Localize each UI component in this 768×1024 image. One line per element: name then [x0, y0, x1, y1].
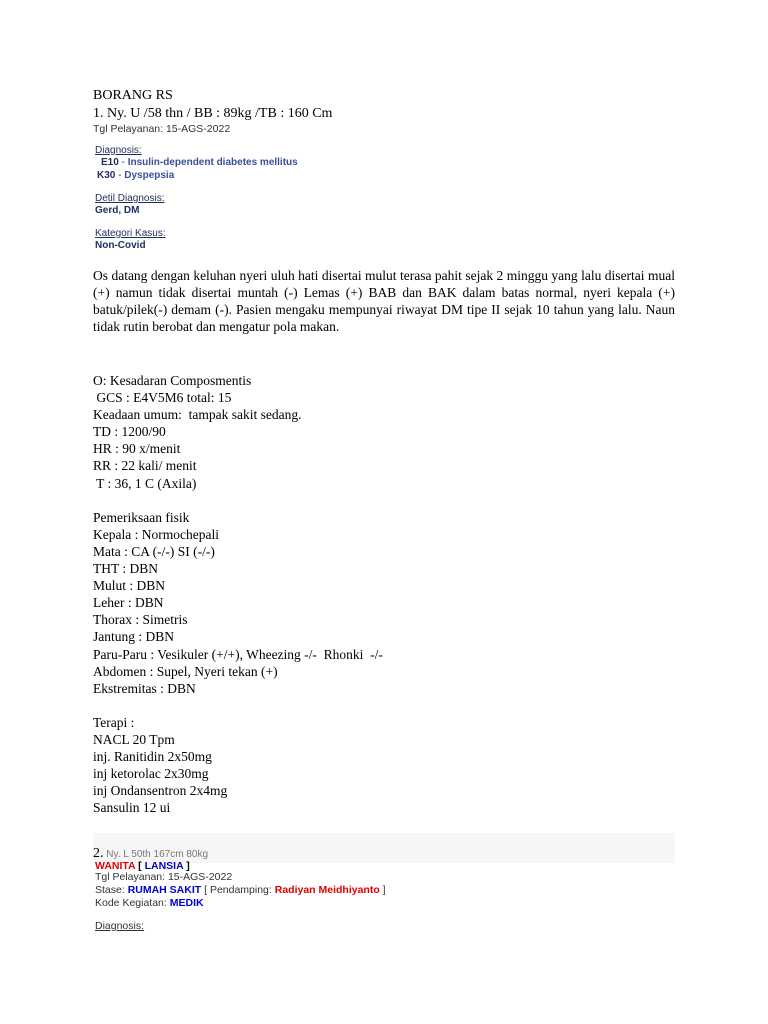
objective-line: Jantung : DBN: [93, 629, 174, 645]
patient-2-category: WANITA [ LANSIA ]: [95, 860, 190, 872]
patient-2-diagnosis-label: Diagnosis:: [95, 920, 145, 932]
objective-line: GCS : E4V5M6 total: 15: [93, 390, 232, 406]
detil-diagnosis-value: Gerd, DM: [95, 205, 140, 216]
document-title: BORANG RS: [93, 88, 173, 103]
diagnosis-code: K30: [97, 170, 116, 181]
objective-line: Sansulin 12 ui: [93, 800, 171, 816]
patient-1-line: 1. Ny. U /58 thn / BB : 89kg /TB : 160 Cm: [93, 106, 333, 121]
objective-line: RR : 22 kali/ menit: [93, 458, 197, 474]
gender-tag: WANITA: [95, 860, 136, 872]
blank-line: [93, 492, 383, 509]
objective-line: Abdomen : Supel, Nyeri tekan (+): [93, 663, 278, 679]
detil-diagnosis-label: Detil Diagnosis:: [95, 193, 165, 204]
diagnosis-text: Insulin-dependent diabetes mellitus: [127, 157, 298, 168]
objective-line: inj. Ranitidin 2x50mg: [93, 749, 212, 765]
stase-value: RUMAH SAKIT: [127, 884, 202, 896]
blank-line: [93, 697, 383, 714]
diagnosis-item: K30 - Dyspepsia: [97, 170, 175, 181]
objective-line: Terapi :: [93, 714, 135, 730]
patient-2-kode-kegiatan: Kode Kegiatan: MEDIK: [95, 897, 204, 909]
objective-line: inj Ondansentron 2x4mg: [93, 783, 228, 799]
objective-line: T : 36, 1 C (Axila): [93, 475, 197, 491]
kategori-kasus-value: Non-Covid: [95, 240, 146, 251]
objective-section: [93, 372, 383, 816]
patient-1-service-date: Tgl Pelayanan: 15-AGS-2022: [93, 123, 231, 135]
patient-2-stase: Stase: RUMAH SAKIT [ Pendamping: Radiyan Meidhiyanto ]: [95, 884, 386, 896]
objective-line: Pemeriksaan fisik: [93, 509, 190, 525]
age-group-tag: LANSIA: [144, 860, 184, 872]
diagnosis-code: E10: [101, 157, 119, 168]
objective-line: Leher : DBN: [93, 595, 164, 611]
subjective-paragraph: Os datang dengan keluhan nyeri uluh hati disertai mulut terasa pahit sejak 2 minggu yang lalu disertai mual (+) namun tidak disertai muntah (-) Lemas (+) BAB dan BAK dalam batas normal, nyeri kepala (+) batuk/pilek(-) demam (-). Pasien mengaku mempunyai riwayat DM tipe II sejak 10 tahun yang lalu. Naun tidak rutin berobat dan mengatur pola makan.: [93, 268, 675, 334]
objective-line: Kepala : Normochepali: [93, 526, 219, 542]
objective-line: THT : DBN: [93, 561, 159, 577]
kategori-kasus-label: Kategori Kasus:: [95, 228, 166, 239]
objective-line: TD : 1200/90: [93, 424, 166, 440]
diagnosis-text: Dyspepsia: [124, 170, 175, 181]
patient-2-meta: Ny. L 50th 167cm 80kg: [103, 849, 209, 860]
objective-line: Keadaan umum: tampak sakit sedang.: [93, 407, 302, 423]
objective-line: Thorax : Simetris: [93, 612, 188, 628]
objective-line: HR : 90 x/menit: [93, 441, 181, 457]
patient-2-service-date: Tgl Pelayanan: 15-AGS-2022: [95, 871, 233, 883]
objective-line: inj ketorolac 2x30mg: [93, 766, 209, 782]
diagnosis-label: Diagnosis:: [95, 145, 142, 156]
objective-line: Paru-Paru : Vesikuler (+/+), Wheezing -/- Rhonki -/-: [93, 646, 383, 662]
pendamping-value: Radiyan Meidhiyanto: [274, 884, 380, 896]
objective-line: O: Kesadaran Composmentis: [93, 373, 252, 388]
objective-line: Mata : CA (-/-) SI (-/-): [93, 543, 215, 559]
diagnosis-item: E10 - Insulin-dependent diabetes mellitus: [101, 157, 298, 168]
kode-value: MEDIK: [169, 897, 204, 909]
record-number: 2.: [93, 846, 104, 861]
objective-line: Ekstremitas : DBN: [93, 680, 196, 696]
objective-line: NACL 20 Tpm: [93, 731, 175, 747]
objective-line: Mulut : DBN: [93, 578, 166, 594]
